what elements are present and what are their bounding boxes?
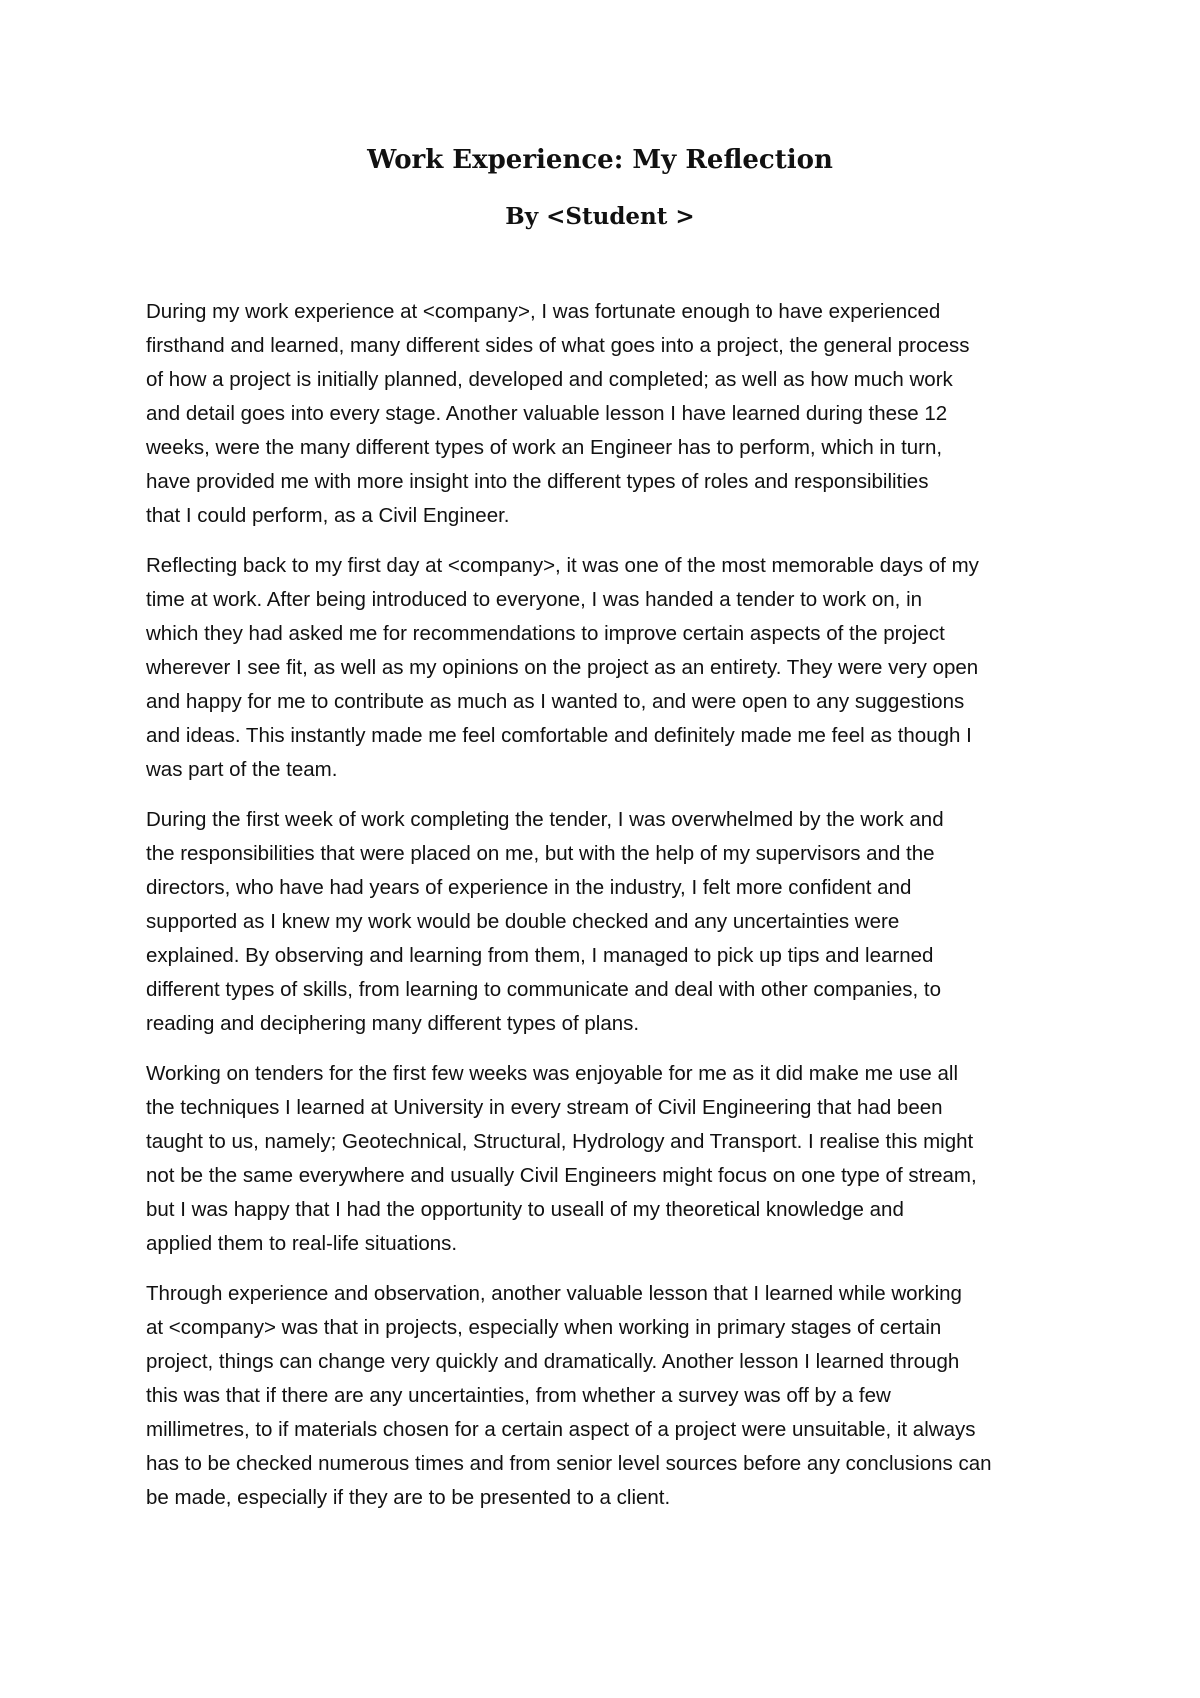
text-line: During my work experience at <company>, I was fortunate enough to have experienced: [146, 300, 941, 323]
text-line: project, things can change very quickly and dramatically. Another lesson I learned through: [146, 1350, 960, 1373]
text-line: firsthand and learned, many different sides of what goes into a project, the general process: [146, 334, 970, 357]
document-byline: By <Student >: [505, 203, 695, 230]
text-line: the techniques I learned at University in every stream of Civil Engineering that had been: [146, 1096, 943, 1119]
text-line: and ideas. This instantly made me feel comfortable and definitely made me feel as though I: [146, 724, 972, 747]
text-line: reading and deciphering many different types of plans.: [146, 1012, 640, 1035]
text-line: have provided me with more insight into the different types of roles and responsibilities: [146, 470, 929, 493]
text-line: Through experience and observation, another valuable lesson that I learned while working: [146, 1282, 962, 1305]
document-title: Work Experience: My Reflection: [367, 145, 833, 175]
text-line: explained. By observing and learning from them, I managed to pick up tips and learned: [146, 944, 934, 967]
text-line: this was that if there are any uncertainties, from whether a survey was off by a few: [146, 1384, 891, 1407]
text-line: of how a project is initially planned, developed and completed; as well as how much work: [146, 368, 953, 391]
paragraph-4: [146, 1057, 1076, 1261]
text-line: weeks, were the many different types of work an Engineer has to perform, which in turn,: [146, 436, 943, 459]
paragraph-1: [146, 295, 1076, 533]
text-line: and detail goes into every stage. Another valuable lesson I have learned during these 12: [146, 402, 948, 425]
text-line: wherever I see fit, as well as my opinions on the project as an entirety. They were very open: [146, 656, 979, 679]
document-body: [146, 295, 1076, 1531]
text-line: taught to us, namely; Geotechnical, Structural, Hydrology and Transport. I realise this might: [146, 1130, 974, 1153]
paragraph-3: [146, 803, 1076, 1041]
text-line: applied them to real-life situations.: [146, 1232, 458, 1255]
text-line: has to be checked numerous times and from senior level sources before any conclusions can: [146, 1452, 992, 1475]
text-line: at <company> was that in projects, especially when working in primary stages of certain: [146, 1316, 942, 1339]
text-line: the responsibilities that were placed on me, but with the help of my supervisors and the: [146, 842, 935, 865]
text-line: millimetres, to if materials chosen for a certain aspect of a project were unsuitable, it always: [146, 1418, 976, 1441]
text-line: be made, especially if they are to be presented to a client.: [146, 1486, 671, 1509]
paragraph-5: [146, 1277, 1076, 1515]
text-line: and happy for me to contribute as much as I wanted to, and were open to any suggestions: [146, 690, 965, 713]
text-line: time at work. After being introduced to everyone, I was handed a tender to work on, in: [146, 588, 923, 611]
text-line: During the first week of work completing the tender, I was overwhelmed by the work and: [146, 808, 944, 831]
paragraph-2: [146, 549, 1076, 787]
text-line: but I was happy that I had the opportunity to useall of my theoretical knowledge and: [146, 1198, 904, 1221]
text-line: directors, who have had years of experience in the industry, I felt more confident and: [146, 876, 912, 899]
text-line: different types of skills, from learning to communicate and deal with other companies, to: [146, 978, 941, 1001]
text-line: Working on tenders for the first few weeks was enjoyable for me as it did make me use all: [146, 1062, 959, 1085]
text-line: that I could perform, as a Civil Engineer.: [146, 504, 510, 527]
text-line: supported as I knew my work would be double checked and any uncertainties were: [146, 910, 900, 933]
text-line: Reflecting back to my first day at <company>, it was one of the most memorable days of my: [146, 554, 979, 577]
text-line: was part of the team.: [146, 758, 338, 781]
text-line: not be the same everywhere and usually Civil Engineers might focus on one type of stream,: [146, 1164, 977, 1187]
text-line: which they had asked me for recommendations to improve certain aspects of the project: [146, 622, 945, 645]
